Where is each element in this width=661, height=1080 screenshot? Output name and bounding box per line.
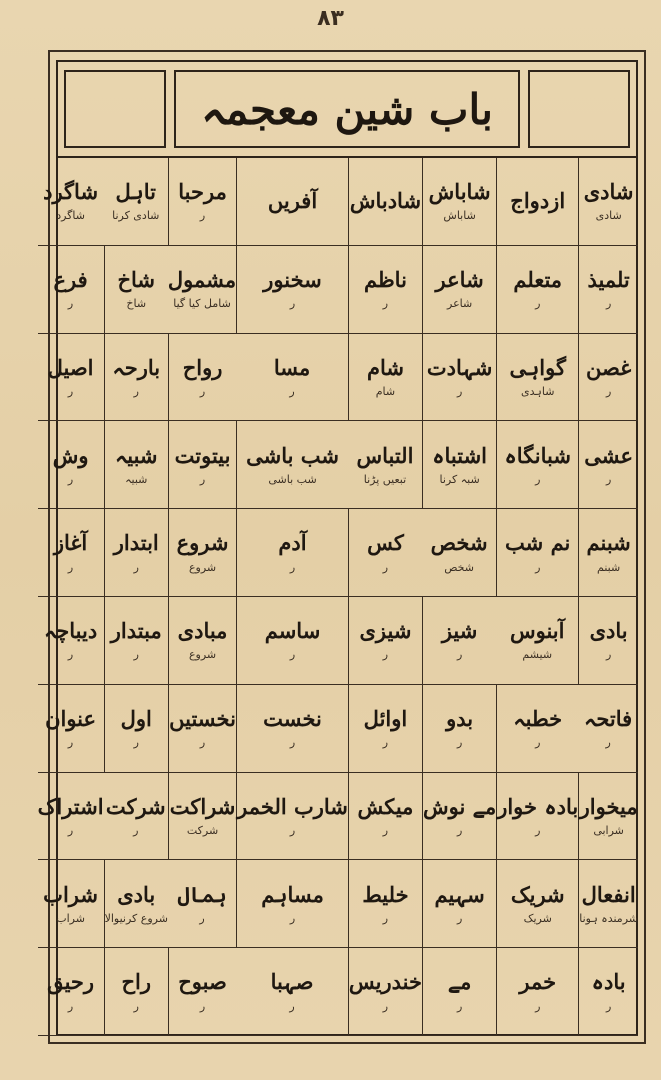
- headword: مبتدار: [110, 618, 162, 644]
- gloss: ر: [133, 736, 139, 750]
- header-right-box: [528, 70, 630, 148]
- table-cell: [236, 334, 348, 422]
- headword: شام: [366, 354, 404, 380]
- table-cell: [496, 597, 578, 685]
- chapter-title: باب شین معجمہ: [201, 84, 493, 134]
- headword: ہمال: [177, 881, 227, 907]
- table-cell: [104, 334, 168, 422]
- headword: نم شب: [505, 530, 571, 556]
- table-cell: [38, 158, 104, 246]
- table-cell: [104, 509, 168, 597]
- headword: اشتراک: [37, 793, 104, 819]
- table-cell: [38, 509, 104, 597]
- chapter-header: [56, 60, 638, 156]
- headword: مے نوش: [423, 793, 497, 819]
- headword: سہیم: [434, 881, 485, 907]
- gloss: ر: [535, 999, 541, 1013]
- gloss: شادی کرنا: [112, 209, 160, 223]
- headword: بدو: [446, 705, 474, 731]
- table-cell: [422, 334, 496, 422]
- gloss: ر: [456, 384, 463, 398]
- headword: شیز: [441, 618, 478, 644]
- gloss: ر: [289, 911, 296, 925]
- gloss: ر: [199, 472, 206, 486]
- headword: سخنور: [263, 266, 322, 292]
- headword: مرحبا: [178, 179, 227, 205]
- gloss: شامل کیا گیا: [173, 297, 231, 311]
- headword: شادباش: [349, 188, 422, 214]
- headword: فاتحہ: [584, 705, 633, 731]
- table-cell: [578, 597, 638, 685]
- headword: شرکت: [105, 793, 166, 819]
- gloss: ر: [199, 999, 206, 1013]
- gloss: ر: [535, 823, 541, 837]
- headword: نخستیں: [169, 705, 236, 731]
- gloss: ر: [456, 823, 463, 837]
- table-cell: [38, 246, 104, 334]
- headword: شبنم: [586, 530, 631, 556]
- gloss: ر: [535, 560, 541, 574]
- headword: میخوار: [579, 793, 638, 819]
- headword: خندریس: [348, 969, 422, 995]
- headword: شبانگاہ: [504, 442, 571, 468]
- gloss: ر: [133, 999, 139, 1013]
- table-cell: [422, 421, 496, 509]
- gloss: شاخ: [126, 297, 147, 311]
- headword: بادی: [117, 881, 156, 907]
- table-cell: [104, 773, 168, 861]
- headword: گواہی: [509, 354, 566, 380]
- table-cell: [236, 685, 348, 773]
- gloss: ر: [535, 472, 541, 486]
- headword: مسا: [273, 354, 311, 380]
- table-cell: [348, 246, 422, 334]
- headword: شب باشی: [246, 442, 339, 468]
- headword: شارب الخمر: [237, 793, 348, 819]
- header-left-box: [64, 70, 166, 148]
- headword: دیباچہ: [43, 618, 98, 644]
- table-cell: [104, 246, 168, 334]
- table-cell: [168, 773, 236, 861]
- headword: تلمیذ: [587, 266, 630, 292]
- table-cell: [348, 773, 422, 861]
- table-cell: [578, 509, 638, 597]
- table-cell: [422, 597, 496, 685]
- headword: رحیق: [47, 969, 95, 995]
- table-cell: [496, 509, 578, 597]
- headword: بیتوتت: [174, 442, 231, 468]
- gloss: ر: [535, 736, 541, 750]
- headword: آغاز: [53, 530, 88, 556]
- gloss: شرابی: [593, 823, 624, 837]
- headword: شراکت: [169, 793, 236, 819]
- gloss: ر: [456, 911, 463, 925]
- gloss: شیشم: [522, 648, 553, 662]
- headword: راح: [121, 969, 152, 995]
- gloss: ر: [382, 999, 389, 1013]
- gloss: ر: [133, 823, 139, 837]
- table-cell: [38, 421, 104, 509]
- table-cell: [38, 773, 104, 861]
- table-cell: [236, 773, 348, 861]
- headword: مساہم: [261, 881, 324, 907]
- gloss: ر: [289, 999, 295, 1013]
- gloss: ر: [382, 823, 389, 837]
- headword: شروع: [176, 530, 229, 556]
- word-table: [37, 156, 638, 1036]
- headword: میکش: [357, 793, 414, 819]
- table-cell: [168, 948, 236, 1036]
- gloss: ر: [199, 736, 206, 750]
- gloss: ر: [67, 823, 74, 837]
- headword: کس: [367, 530, 404, 556]
- header-title-box: [174, 70, 520, 148]
- headword: نخست: [263, 705, 322, 731]
- gloss: ر: [289, 736, 296, 750]
- table-cell: [422, 773, 496, 861]
- headword: عنوان: [45, 705, 97, 731]
- headword: غصن: [586, 354, 632, 380]
- gloss: ر: [133, 384, 139, 398]
- table-cell: [496, 685, 578, 773]
- gloss: ر: [133, 560, 139, 574]
- table-cell: [168, 509, 236, 597]
- gloss: شبیہ: [125, 472, 148, 486]
- gloss: ر: [456, 736, 463, 750]
- table-cell: [496, 421, 578, 509]
- gloss: ر: [199, 209, 206, 223]
- headword: ناظم: [363, 266, 407, 292]
- headword: اوائل: [363, 705, 408, 731]
- table-cell: [236, 597, 348, 685]
- table-cell: [38, 597, 104, 685]
- headword: شراب: [43, 881, 98, 907]
- headword: شخص: [430, 530, 488, 556]
- table-cell: [236, 948, 348, 1036]
- gloss: ر: [535, 297, 541, 311]
- gloss: ر: [456, 999, 463, 1013]
- table-cell: [348, 597, 422, 685]
- table-cell: [578, 334, 638, 422]
- table-cell: [422, 158, 496, 246]
- headword: ساسم: [264, 618, 321, 644]
- table-cell: [348, 158, 422, 246]
- gloss: شاہدی: [521, 384, 555, 398]
- table-cell: [578, 421, 638, 509]
- headword: تاہل: [115, 179, 156, 205]
- table-cell: [422, 246, 496, 334]
- headword: اصیل: [47, 354, 94, 380]
- table-cell: [38, 948, 104, 1036]
- gloss: ر: [382, 648, 389, 662]
- table-cell: [348, 509, 422, 597]
- gloss: شروع: [188, 560, 217, 574]
- headword: صہبا: [270, 969, 314, 995]
- table-cell: [496, 773, 578, 861]
- table-cell: [578, 948, 638, 1036]
- headword: شریک: [510, 881, 565, 907]
- table-cell: [168, 158, 236, 246]
- table-cell: [496, 158, 578, 246]
- table-cell: [168, 334, 236, 422]
- headword: شاعر: [435, 266, 484, 292]
- table-cell: [104, 860, 168, 948]
- table-cell: [168, 860, 236, 948]
- headword: شاگرد: [43, 179, 99, 205]
- table-cell: [496, 860, 578, 948]
- table-cell: [236, 860, 348, 948]
- headword: اول: [120, 705, 152, 731]
- table-cell: [38, 334, 104, 422]
- table-cell: [496, 246, 578, 334]
- table-cell: [578, 860, 638, 948]
- headword: آدم: [278, 530, 307, 556]
- table-cell: [168, 421, 236, 509]
- headword: شبیہ: [114, 442, 158, 468]
- table-cell: [168, 597, 236, 685]
- gloss: ر: [67, 560, 74, 574]
- gloss: ر: [605, 999, 612, 1013]
- headword: شیزی: [359, 618, 412, 644]
- table-cell: [348, 685, 422, 773]
- table-cell: [168, 246, 236, 334]
- table-cell: [236, 158, 348, 246]
- gloss: شرکت: [186, 823, 219, 837]
- gloss: ر: [289, 823, 296, 837]
- headword: بادہ خوار: [497, 793, 579, 819]
- gloss: شرمندہ ہونا: [579, 911, 638, 925]
- gloss: ر: [382, 736, 389, 750]
- gloss: ر: [605, 297, 612, 311]
- headword: خمر: [519, 969, 557, 995]
- table-cell: [496, 948, 578, 1036]
- gloss: ر: [382, 297, 389, 311]
- headword: ازدواج: [510, 188, 566, 214]
- table-cell: [578, 158, 638, 246]
- gloss: ر: [605, 736, 611, 750]
- gloss: شخص: [444, 560, 474, 574]
- headword: آفریں: [267, 188, 318, 214]
- headword: شاخ: [117, 266, 156, 292]
- headword: مبادی: [177, 618, 228, 644]
- headword: اشتباہ: [432, 442, 488, 468]
- gloss: ر: [199, 911, 205, 925]
- headword: متعلم: [513, 266, 563, 292]
- gloss: ر: [289, 648, 296, 662]
- gloss: ر: [605, 384, 612, 398]
- table-cell: [38, 685, 104, 773]
- headword: انفعال: [581, 881, 636, 907]
- gloss: ر: [67, 999, 74, 1013]
- gloss: شاباش: [443, 209, 476, 223]
- headword: ابتدار: [113, 530, 159, 556]
- headword: بادی: [589, 618, 628, 644]
- gloss: ر: [67, 297, 74, 311]
- gloss: ر: [289, 297, 296, 311]
- headword: شاباش: [428, 179, 491, 205]
- table-cell: [104, 685, 168, 773]
- table-cell: [348, 860, 422, 948]
- headword: مے: [447, 969, 472, 995]
- table-cell: [578, 246, 638, 334]
- headword: صبوح: [178, 969, 227, 995]
- table-cell: [422, 685, 496, 773]
- gloss: ر: [382, 560, 389, 574]
- gloss: ر: [67, 736, 74, 750]
- table-cell: [236, 246, 348, 334]
- gloss: ر: [199, 384, 206, 398]
- headword: شہادت: [426, 354, 493, 380]
- headword: وش: [52, 442, 89, 468]
- table-cell: [422, 948, 496, 1036]
- gloss: شادی: [595, 209, 622, 223]
- gloss: شاگرد: [56, 209, 85, 223]
- table-cell: [236, 421, 348, 509]
- table-cell: [578, 773, 638, 861]
- headword: مشمول: [167, 266, 237, 292]
- headword: بارحہ: [112, 354, 161, 380]
- headword: التباس: [356, 442, 414, 468]
- gloss: ر: [67, 384, 74, 398]
- table-cell: [38, 860, 104, 948]
- gloss: ر: [289, 560, 296, 574]
- table-cell: [104, 948, 168, 1036]
- table-cell: [348, 421, 422, 509]
- gloss: ر: [456, 648, 463, 662]
- gloss: شبنم: [597, 560, 621, 574]
- table-cell: [578, 685, 638, 773]
- gloss: ر: [289, 384, 295, 398]
- table-cell: [104, 421, 168, 509]
- gloss: شاعر: [447, 297, 473, 311]
- gloss: ر: [382, 911, 389, 925]
- page-number: ۸۳: [317, 6, 344, 31]
- gloss: ر: [133, 648, 139, 662]
- headword: عشی: [584, 442, 634, 468]
- gloss: ر: [605, 472, 612, 486]
- table-cell: [348, 334, 422, 422]
- table-cell: [236, 509, 348, 597]
- gloss: شروع: [188, 648, 217, 662]
- table-cell: [496, 334, 578, 422]
- gloss: شبہ کرنا: [439, 472, 480, 486]
- table-cell: [422, 860, 496, 948]
- headword: آبنوس: [509, 618, 565, 644]
- gloss: ر: [67, 472, 74, 486]
- headword: خلیط: [362, 881, 409, 907]
- gloss: ر: [67, 648, 74, 662]
- gloss: تبعیں پڑنا: [363, 472, 407, 486]
- headword: رواح: [182, 354, 223, 380]
- headword: شادی: [583, 179, 634, 205]
- gloss: شروع کرنیوالا: [104, 911, 168, 925]
- gloss: شریک: [523, 911, 552, 925]
- table-cell: [104, 158, 168, 246]
- headword: خطبہ: [513, 705, 563, 731]
- table-cell: [422, 509, 496, 597]
- headword: فرع: [53, 266, 88, 292]
- gloss: شام: [375, 384, 396, 398]
- gloss: ر: [605, 648, 612, 662]
- gloss: شب باشی: [268, 472, 317, 486]
- gloss: شراب: [56, 911, 85, 925]
- table-cell: [104, 597, 168, 685]
- table-cell: [168, 685, 236, 773]
- headword: بادہ: [591, 969, 626, 995]
- table-cell: [348, 948, 422, 1036]
